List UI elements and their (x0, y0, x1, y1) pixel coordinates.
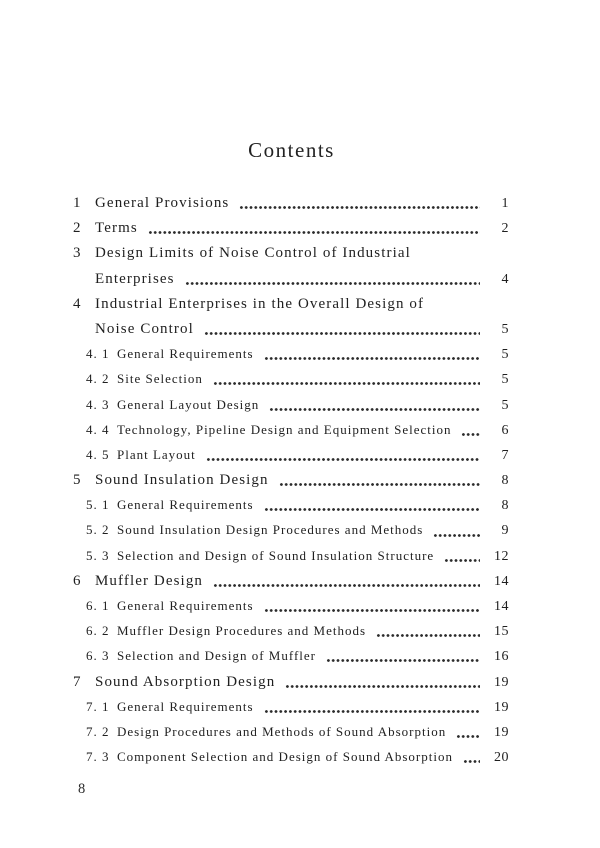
toc-entry (0, 245, 600, 270)
dot-leader (444, 556, 480, 565)
toc-entry-page: 12 (494, 548, 509, 564)
table-of-contents (0, 195, 600, 774)
toc-entry-number: 2 (73, 220, 82, 237)
dot-leader (456, 732, 480, 741)
toc-entry-page: 14 (494, 573, 509, 589)
toc-entry-number: 4. 3 (86, 396, 110, 412)
toc-entry-title: General Requirements (117, 598, 254, 613)
toc-entry (0, 220, 600, 245)
toc-entry-number: 4. 4 (86, 421, 110, 437)
toc-entry-title: Plant Layout (117, 446, 196, 462)
toc-entry-page: 2 (501, 221, 509, 237)
page-number: 8 (78, 781, 86, 797)
toc-entry-number: 6. 1 (86, 598, 110, 613)
toc-entry-number: 5. 1 (86, 497, 110, 513)
toc-entry (0, 472, 600, 497)
toc-entry-page: 19 (494, 724, 509, 740)
toc-entry-page: 5 (501, 372, 509, 388)
toc-entry (0, 623, 600, 648)
toc-entry-page: 6 (501, 422, 509, 438)
toc-entry-title: Industrial Enterprises in the Overall Design of (95, 295, 425, 312)
toc-entry (0, 724, 600, 749)
dot-leader (463, 757, 480, 766)
toc-entry-page: 19 (494, 674, 509, 690)
dot-leader (269, 405, 480, 414)
dot-leader (213, 379, 480, 388)
toc-entry (0, 648, 600, 673)
toc-entry (0, 749, 600, 774)
toc-entry-page: 20 (494, 750, 509, 766)
toc-entry-title: Sound Insulation Design Procedures and Methods (117, 522, 424, 538)
toc-entry-number: 4. 2 (86, 371, 110, 387)
toc-entry-title: Design Procedures and Methods of Sound Absorption (117, 723, 447, 739)
dot-leader (148, 228, 480, 237)
toc-entry-page: 5 (501, 397, 509, 413)
toc-entry-page: 19 (494, 699, 509, 715)
dot-leader (461, 430, 480, 439)
dot-leader (264, 505, 480, 514)
dot-leader (376, 631, 480, 640)
toc-entry (0, 497, 600, 522)
dot-leader (326, 656, 480, 665)
toc-entry-number: 4. 1 (86, 346, 110, 362)
toc-entry-title: Sound Absorption Design (95, 673, 276, 690)
toc-entry-title: Sound Insulation Design (95, 472, 269, 489)
toc-entry-page: 8 (501, 498, 509, 514)
toc-entry-page: 5 (501, 347, 509, 363)
toc-entry-title: Noise Control (95, 320, 194, 337)
toc-entry-page: 8 (501, 473, 509, 489)
dot-leader (264, 606, 480, 615)
toc-entry-number: 7. 1 (86, 698, 110, 714)
toc-entry-number: 5. 2 (86, 522, 110, 538)
toc-entry-title: Selection and Design of Muffler (117, 648, 316, 664)
toc-entry-page: 16 (494, 649, 509, 665)
dot-leader (206, 455, 480, 464)
toc-entry (0, 522, 600, 547)
dot-leader (264, 354, 480, 363)
toc-entry-page: 9 (501, 523, 509, 539)
toc-entry (0, 397, 600, 422)
toc-entry-number: 6. 2 (86, 623, 110, 639)
dot-leader (279, 480, 480, 489)
toc-entry-page: 4 (501, 271, 509, 287)
toc-entry (0, 371, 600, 396)
toc-entry-title: Muffler Design Procedures and Methods (117, 623, 367, 639)
toc-entry-page: 7 (501, 447, 509, 463)
toc-entry-number: 7. 2 (86, 723, 110, 739)
dot-leader (285, 682, 480, 691)
toc-entry (0, 296, 600, 321)
dot-leader (433, 531, 480, 540)
toc-entry (0, 548, 600, 573)
toc-entry-number: 6. 3 (86, 648, 110, 664)
toc-entry-number: 4. 5 (86, 446, 110, 462)
toc-entry-title: Enterprises (95, 270, 175, 287)
toc-entry-number: 7 (73, 673, 82, 690)
toc-entry-page: 1 (501, 196, 509, 211)
toc-entry-title: Terms (95, 220, 138, 237)
page-title: Contents (248, 138, 335, 162)
toc-entry-number: 7. 3 (86, 749, 110, 765)
toc-entry-page: 5 (501, 321, 509, 337)
toc-entry-title: Component Selection and Design of Sound Absorption (117, 749, 453, 765)
toc-entry (0, 674, 600, 699)
toc-entry-title: General Requirements (117, 346, 254, 362)
toc-entry-number: 1 (73, 195, 82, 211)
toc-entry-title: General Layout Design (117, 396, 260, 412)
toc-entry-title: General Provisions (95, 195, 230, 211)
toc-entry (0, 573, 600, 598)
toc-entry-number: 5. 3 (86, 547, 110, 563)
dot-leader (204, 329, 480, 338)
toc-entry (0, 271, 600, 296)
toc-entry-number: 4 (73, 295, 82, 312)
dot-leader (264, 707, 480, 716)
toc-entry-title: General Requirements (117, 698, 254, 714)
toc-entry-title: Design Limits of Noise Control of Industrial (95, 245, 411, 262)
toc-entry (0, 447, 600, 472)
toc-entry (0, 346, 600, 371)
toc-entry-page: 14 (494, 599, 509, 614)
toc-entry-title: Selection and Design of Sound Insulation Structure (117, 547, 435, 563)
toc-entry-number: 6 (73, 572, 82, 589)
toc-entry-title: Site Selection (117, 371, 203, 387)
toc-entry-number: 3 (73, 245, 82, 262)
toc-entry-title: General Requirements (117, 497, 254, 513)
dot-leader (185, 279, 480, 288)
dot-leader (239, 203, 480, 212)
toc-entry (0, 699, 600, 724)
toc-entry (0, 321, 600, 346)
toc-entry (0, 598, 600, 623)
toc-entry (0, 422, 600, 447)
dot-leader (213, 581, 480, 590)
toc-entry-title: Technology, Pipeline Design and Equipment Selection (117, 421, 452, 437)
toc-entry-title: Muffler Design (95, 572, 204, 589)
toc-entry-number: 5 (73, 472, 82, 489)
toc-entry (0, 195, 600, 220)
toc-entry-page: 15 (494, 624, 509, 640)
